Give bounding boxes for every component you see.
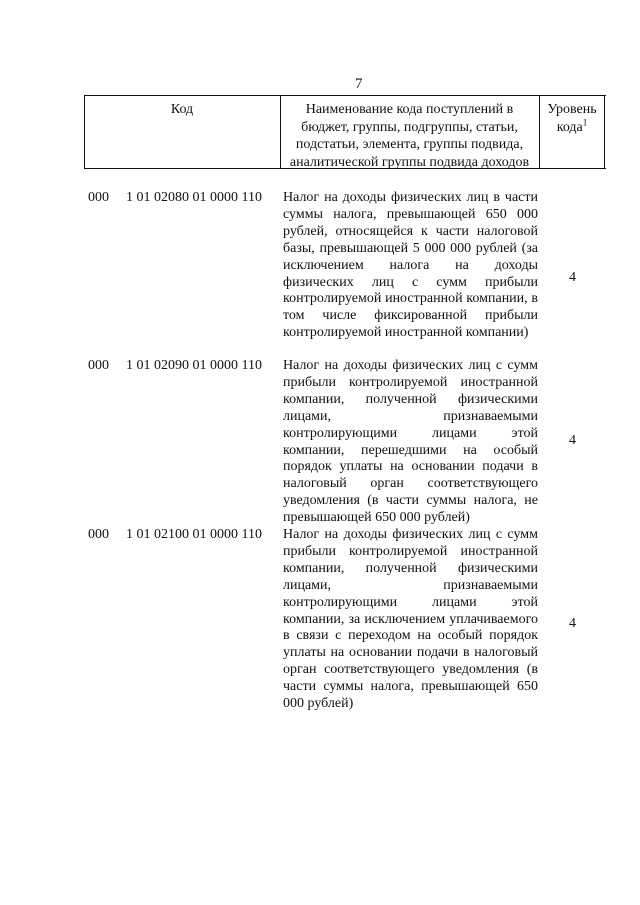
- row-code: 1 01 02100 01 0000 110: [126, 527, 262, 542]
- row-code: 1 01 02080 01 0000 110: [126, 190, 262, 205]
- row-level: 4: [569, 270, 576, 285]
- row-admin-code: 000: [88, 190, 109, 205]
- row-code: 1 01 02090 01 0000 110: [126, 358, 262, 373]
- row-admin-code: 000: [88, 527, 109, 542]
- row-level: 4: [569, 433, 576, 448]
- header-level: [539, 101, 605, 136]
- header-level-label: Уровень кода: [547, 102, 597, 135]
- row-name: Налог на доходы физических лиц в части суммы налога, превышающей 650 000 рублей, относящейся к части налоговой базы, превышающей 5 000 000 рублей (за исключением налога на доходы физических лиц с сумм прибыли контролируемой иностранной компании, в том числе фиксированной прибыли контролируемой иностранной компании): [283, 190, 538, 341]
- row-name: Налог на доходы физических лиц с сумм прибыли контролируемой иностранной компании, полученной физическими лицами, признаваемыми контролирующими лицами этой компании, перешедшими на особый порядок уплаты на основании подачи в налоговый орган соответствующего уведомления (в части суммы налога, не превышающей 650 000 рублей): [283, 358, 538, 526]
- header-code: Код: [170, 102, 194, 117]
- table-header: [84, 95, 606, 169]
- row-admin-code: 000: [88, 358, 109, 373]
- header-name: Наименование кода поступлений в бюджет, группы, подгруппы, статьи, подстатьи, элемента, группы подвида, аналитической группы подвида доходов: [289, 102, 530, 170]
- footnote-mark: 1: [582, 116, 588, 127]
- page-number: 7: [355, 76, 363, 92]
- row-level: 4: [569, 616, 576, 631]
- row-name: Налог на доходы физических лиц с сумм прибыли контролируемой иностранной компании, полученной физическими лицами, признаваемыми контролирующими лицами этой компании, за исключением уплачиваемого в связи с переходом на особый порядок уплаты на основании подачи в налоговый орган соответствующего уведомления (в части суммы налога, превышающей 650 000 рублей): [283, 527, 538, 712]
